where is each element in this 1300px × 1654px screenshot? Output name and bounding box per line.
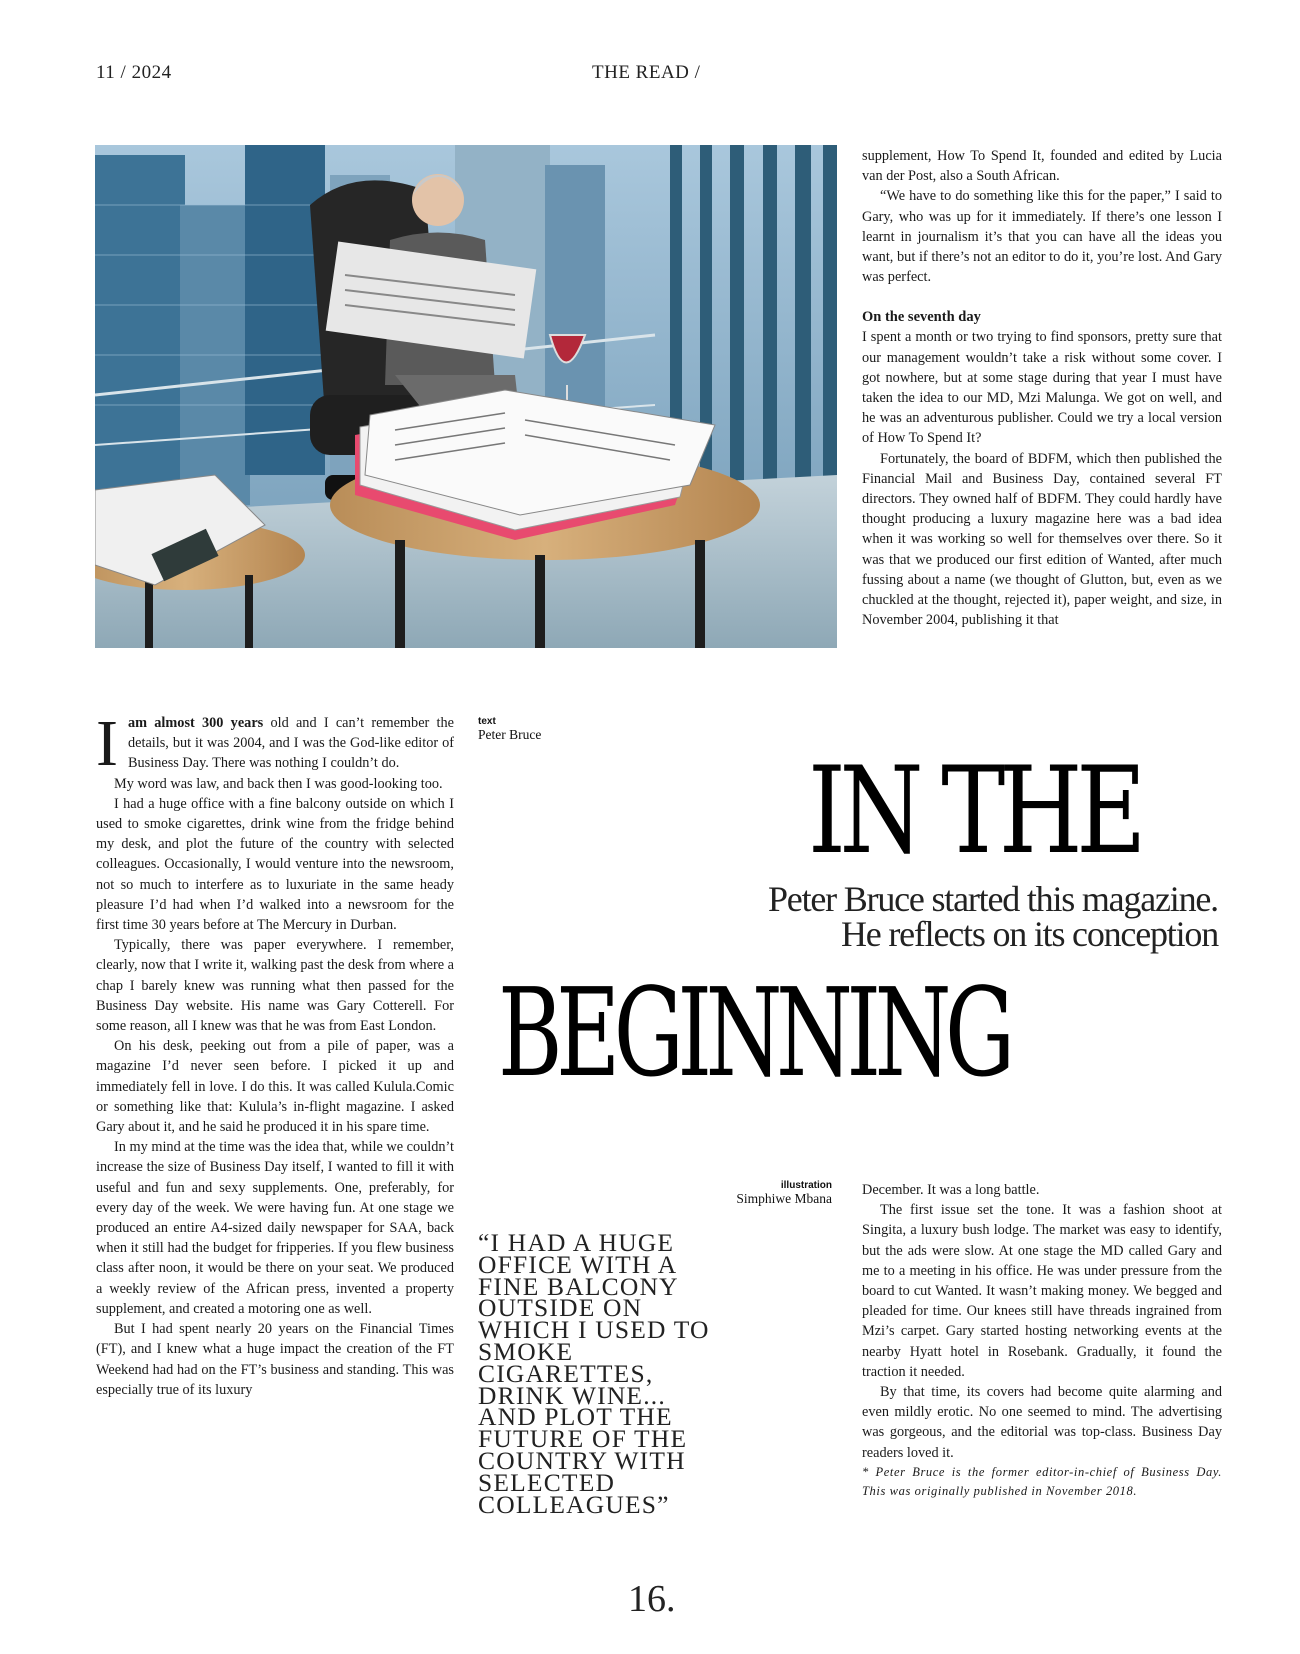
section-label: THE READ / [592, 62, 701, 83]
illustrator-name: Simphiwe Mbana [736, 1191, 832, 1206]
credit-label: illustration [780, 1180, 832, 1191]
lead-bold: am almost 300 years [127, 715, 264, 731]
headline-line-2: BEGINNING [498, 962, 1009, 1104]
drop-cap: I [96, 707, 118, 780]
left-column [96, 707, 454, 1400]
illustration-credit [690, 1180, 832, 1206]
paragraph: On his desk, peeking out from a pile of paper, was a magazine I’d never seen before. I picked it up and immediately fell in love. I do this. It was called Kulula.Comic or something like that: Kulula’s in-flight magazine. I asked Gary about it, and he said he produced it in his spare time. [96, 1038, 454, 1136]
deck-line: Peter Bruce started this magazine. [767, 879, 1218, 919]
text-credit [478, 716, 541, 742]
paragraph: By that time, its covers had become quite alarming and even mildly erotic. No one seemed to mind. The advertising was gorgeous, and the editorial was top-class. Business Day readers loved it. [862, 1384, 1222, 1461]
pull-quote: “I HAD A HUGE OFFICE WITH A FINE BALCONY OUTSIDE ON WHICH I USED TO SMOKE CIGARETTES, DRINK WINE... AND PLOT THE FUTURE OF THE COUNTRY WITH SELECTED COLLEAGUES” [478, 1228, 710, 1519]
cover-illustration [95, 145, 837, 648]
paragraph: The first issue set the tone. It was a fashion shoot at Singita, a luxury bush lodge. The market was easy to identify, but the ads were slow. At one stage the MD called Gary and me to a meeting in his office. He was under pressure from the board to cut Wanted. It wasn’t making money. We begged and pleaded for time. Our knees still have threads ingrained from Mzi’s carpet. Gary started hosting networking events at the nearby Hyatt hotel in Rosebank. Gradually, it found the traction it needed. [862, 1202, 1222, 1380]
lead-paragraph [96, 707, 454, 780]
paragraph: Typically, there was paper everywhere. I remember, clearly, now that I write it, walking past the desk from where a chap I barely knew was running what then passed for the Business Day website. His name was Gary Cotterell. For some reason, all I knew was that he was from East London. [96, 937, 454, 1035]
illustration-image [95, 145, 837, 648]
headline-deck [640, 879, 1218, 954]
lead-text: old and I can’t remember the details, but it was 2004, and I was the God-like editor of Business Day. There was nothing I couldn’t do. [127, 715, 454, 772]
paragraph: supplement, How To Spend It, founded and edited by Lucia van der Post, also a South African. [862, 148, 1222, 185]
right-column-bottom [862, 1180, 1222, 1501]
subheading: On the seventh day [862, 309, 981, 326]
author-name: Peter Bruce [478, 727, 542, 742]
paragraph: Fortunately, the board of BDFM, which then published the Financial Mail and Business Day, contained several FT directors. They owned half of BDFM. They could hardly have thought producing a luxury magazine here was a bad idea when it was working so well for themselves over there. So it was that we produced our first edition of Wanted, after much fussing about a name (we thought of Glutton, but, even as we chuckled at the thought, rejected it), paper weight, and size, in November 2004, publishing it that [862, 450, 1222, 629]
paragraph: My word was law, and back then I was good-looking too. [114, 775, 443, 792]
paragraph: December. It was a long battle. [862, 1182, 1040, 1198]
paragraph: In my mind at the time was the idea that, while we couldn’t increase the size of Business Day itself, I wanted to fill it with useful and fun and sexy supplements. One, preferably, for every day of the week. We were having fun. At one stage we produced an entire A4-sized daily newspaper for SAA, back when it still had the budget for fripperies. If you flew business class after noon, it would be there on your seat. We produced a weekly review of the African press, invented a property supplement, and created a motoring one as well. [96, 1139, 454, 1317]
issue-date: 11 / 2024 [96, 62, 172, 83]
paragraph: I had a huge office with a fine balcony outside on which I used to smoke cigarettes, drink wine from the fridge behind my desk, and plot the future of the country with selected colleagues. Occasionally, I would venture into the newsroom, not so much to interfere as to luxuriate in the same heady pleasure I’d had when I’d walked into a newsroom for the first time 30 years before at The Mercury in Durban. [96, 795, 454, 934]
author-footnote: * Peter Bruce is the former editor-in-chief of Business Day. This was originally published in November 2018. [862, 1464, 1222, 1498]
paragraph: I spent a month or two trying to find sponsors, pretty sure that our management wouldn’t take a risk without some cover. I got nowhere, but at some stage during that year I must have taken the idea to our MD, Mzi Malunga. We got on well, and he was an adventurous publisher. Could we try a local version of How To Spend It? [862, 329, 1222, 447]
credit-label: text [478, 716, 496, 727]
page-number: 16. [628, 1578, 676, 1620]
paragraph: “We have to do something like this for the paper,” I said to Gary, who was up for it immediately. If there’s one lesson I learnt in journalism it’s that you can have all the ideas you want, but if there’s not an editor to do it, you’re lost. And Gary was perfect. [862, 188, 1222, 286]
headline-line-1: IN THE [808, 742, 1140, 881]
deck-line: He reflects on its conception [840, 914, 1218, 954]
right-column-top [862, 146, 1222, 630]
paragraph: But I had spent nearly 20 years on the Financial Times (FT), and I knew what a huge impact the creation of the FT Weekend had had on the FT’s business and standing. This was especially true of its luxury [96, 1321, 454, 1398]
